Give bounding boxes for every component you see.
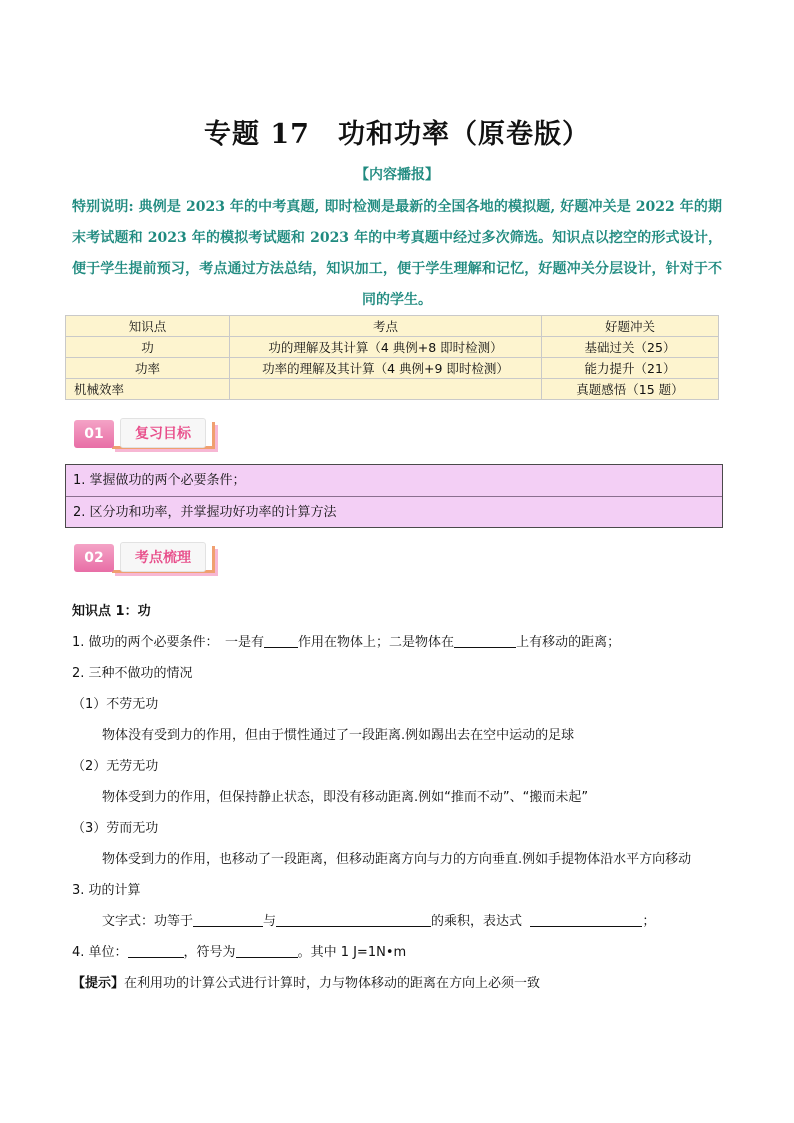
case-text: 物体受到力的作用，也移动了一段距离，但移动距离方向与力的方向垂直.例如手提物体沿水平方向移动 xyxy=(102,852,692,867)
section-label: 考点梳理 xyxy=(120,542,206,572)
case-title: （2）无劳无功 xyxy=(72,759,159,774)
body-text xyxy=(72,596,722,999)
body-line xyxy=(72,906,722,937)
body-line xyxy=(72,937,722,968)
table-cell: 功 xyxy=(66,337,230,358)
table-cell: 功的理解及其计算（4 典例+8 即时检测） xyxy=(230,337,542,358)
table-cell xyxy=(230,379,542,400)
section-label: 复习目标 xyxy=(120,418,206,448)
fill-blank[interactable] xyxy=(236,943,298,958)
page-title: 专题 17 功和功率（原卷版） xyxy=(204,119,590,150)
section-tag-review-goals xyxy=(74,416,218,454)
tip-label: 【提示】 xyxy=(72,976,125,991)
case-title: （3）劳而无功 xyxy=(72,821,159,836)
case-text: 物体没有受到力的作用，但由于惯性通过了一段距离.例如踢出去在空中运动的足球 xyxy=(102,728,575,743)
table-header-row xyxy=(66,316,719,337)
section-tag-key-points xyxy=(74,540,218,578)
goal-item: 2. 区分功和功率，并掌握功好功率的计算方法 xyxy=(66,496,722,528)
text: 上有移动的距离； xyxy=(516,635,621,650)
fill-blank[interactable] xyxy=(264,633,298,648)
review-goals-box xyxy=(65,464,723,528)
section-number: 02 xyxy=(74,544,114,572)
text: 。其中 1 J=1N•m xyxy=(297,945,407,960)
text: 4. 单位： xyxy=(72,945,128,960)
table-cell: 功率 xyxy=(66,358,230,379)
fill-blank[interactable] xyxy=(530,912,642,927)
tip-line xyxy=(72,968,722,999)
table-row xyxy=(66,379,719,400)
table-row xyxy=(66,337,719,358)
fill-blank[interactable] xyxy=(276,912,431,927)
table-cell: 能力提升（21） xyxy=(542,358,719,379)
case-text: 物体受到力的作用，但保持静止状态，即没有移动距离.例如“推而不动”、“搬而未起” xyxy=(102,790,589,805)
body-line xyxy=(72,627,722,658)
text: 文字式：功等于 xyxy=(102,914,194,929)
table-row xyxy=(66,358,719,379)
text: 与 xyxy=(263,914,277,929)
text: ，符号为 xyxy=(183,945,236,960)
goal-item: 1. 掌握做功的两个必要条件； xyxy=(73,473,246,488)
text: ； xyxy=(642,914,656,929)
text: 的乘积，表达式 xyxy=(431,914,523,929)
knowledge-table xyxy=(65,315,719,400)
table-cell: 基础过关（25） xyxy=(542,337,719,358)
table-cell: 机械效率 xyxy=(66,379,230,400)
fill-blank[interactable] xyxy=(193,912,263,927)
body-line: 2. 三种不做功的情况 xyxy=(72,666,193,681)
table-cell: 真题感悟（15 题） xyxy=(542,379,719,400)
fill-blank[interactable] xyxy=(128,943,184,958)
table-header: 考点 xyxy=(230,316,542,337)
table-cell: 功率的理解及其计算（4 典例+9 即时检测） xyxy=(230,358,542,379)
contents-heading: 【内容播报】 xyxy=(355,167,439,183)
special-note: 特别说明: 典例是 2023 年的中考真题, 即时检测是最新的全国各地的模拟题, 好题冲关是 2022 年的期末考试题和 2023 年的模拟考试题和 2023 年的中考真题中经过多次筛选。知识点以挖空的形式设计，便于学生提前预习，考点通过方法总结，知识加工，便于学生理解和记忆，好题冲关分层设计，针对于不同的学生。 xyxy=(72,199,722,308)
knowledge-point-title: 知识点 1：功 xyxy=(72,604,151,619)
text: 1. 做功的两个必要条件： 一是有 xyxy=(72,635,265,650)
body-line: 3. 功的计算 xyxy=(72,883,141,898)
table-header: 知识点 xyxy=(66,316,230,337)
section-number: 01 xyxy=(74,420,114,448)
table-header: 好题冲关 xyxy=(542,316,719,337)
text: 作用在物体上；二是物体在 xyxy=(298,635,455,650)
case-title: （1）不劳无功 xyxy=(72,697,159,712)
fill-blank[interactable] xyxy=(454,633,516,648)
tip-text: 在利用功的计算公式进行计算时，力与物体移动的距离在方向上必须一致 xyxy=(124,976,541,991)
